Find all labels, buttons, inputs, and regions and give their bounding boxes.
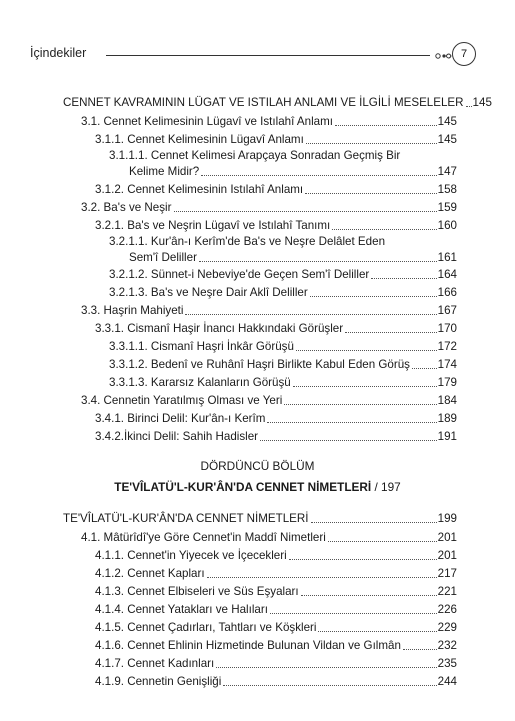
dot-leader [301,595,437,596]
toc-entry-page: 221 [437,585,457,598]
toc-entry-page: 167 [437,304,457,317]
toc-entry-page: 159 [437,201,457,214]
toc-entry-title: 3.4.2.İkinci Delil: Sahih Hadisler [95,430,259,443]
toc-entry-page: 229 [437,621,457,634]
toc-entry[interactable] [109,376,457,390]
toc-entry[interactable] [81,531,457,545]
toc-entry[interactable] [81,304,457,318]
toc-entry-title: TE'VÎLATÜ'L-KUR'ÂN'DA CENNET NİMETLERİ [63,512,309,525]
dot-leader [328,541,437,542]
toc-entry-page: 244 [437,675,457,688]
toc-entry[interactable] [63,512,457,526]
toc-entry-page: 161 [437,251,457,264]
dot-leader [207,577,437,578]
dot-leader [185,314,436,315]
dot-leader [296,350,437,351]
dot-leader [371,278,436,279]
toc-entry-page: 145 [437,115,457,128]
toc-entry[interactable] [95,322,457,336]
toc-entry-title: 4.1.3. Cennet Elbiseleri ve Süs Eşyaları [95,585,299,598]
toc-entry-title: 3.2.1.2. Sünnet-i Nebeviye'de Geçen Sem'î Deliller [109,268,370,281]
dot-leader [310,296,437,297]
toc-entry[interactable] [95,621,457,635]
toc-entry[interactable] [129,165,457,179]
toc-entry-page: 166 [437,286,457,299]
toc-entry-title: CENNET KAVRAMININ LÜGAT VE ISTILAH ANLAMI VE İLGİLİ MESELELER [63,96,464,109]
part-title-text: TE'VÎLATÜ'L-KUR'ÂN'DA CENNET NİMETLERİ [114,480,372,494]
dot-leader [267,422,436,423]
toc-entry-page: 226 [437,603,457,616]
toc-entry[interactable] [63,96,492,110]
toc-entry-page: 191 [437,430,457,443]
dot-leader [284,404,436,405]
toc-entry-page: 201 [437,549,457,562]
toc-entry[interactable] [95,133,457,147]
running-header [30,42,476,66]
toc-entry[interactable] [95,567,457,581]
toc-entry-title: 3.2.1.3. Ba's ve Neşre Dair Aklî Deliller [109,286,308,299]
dot-leader [332,229,436,230]
toc-entry[interactable] [95,603,457,617]
header-rule [106,55,430,56]
toc-entry[interactable] [129,251,457,265]
toc-entry-title: 3.2.1. Ba's ve Neşrin Lügavî ve Istılahî Tanımı [95,219,331,232]
toc-entry-page: 164 [437,268,457,281]
toc-entry-title: 3.3.1.3. Kararsız Kalanların Görüşü [109,376,291,389]
toc-entry-page: 189 [437,412,457,425]
part-title[interactable] [0,480,515,494]
toc-entry-title: 3.1.2. Cennet Kelimesinin Istılahî Anlamı [95,183,304,196]
toc-entry-title: 3.2. Ba's ve Neşir [81,201,172,214]
toc-entry[interactable] [95,675,457,689]
toc-entry-page: 235 [437,657,457,670]
toc-entry-title: 3.3.1.1. Cismanî Haşri İnkâr Görüşü [109,340,294,353]
toc-entry[interactable] [95,412,457,426]
toc-entry[interactable] [81,115,457,129]
toc-entry-title: 3.3. Haşrin Mahiyeti [81,304,184,317]
toc-entry-title: Kelime Midir? [129,165,200,178]
toc-entry-title: 4.1.9. Cennetin Genişliği [95,675,222,688]
toc-entry[interactable] [95,430,457,444]
header-title: İçindekiler [30,46,87,60]
toc-entry-title: 3.1.1. Cennet Kelimesinin Lügavî Anlamı [95,133,304,146]
toc-entry[interactable] [95,549,457,563]
toc-entry-title: 4.1.7. Cennet Kadınları [95,657,215,670]
dot-leader [270,613,437,614]
toc-entry-page: 199 [437,512,457,525]
dot-leader [293,386,437,387]
toc-entry-title: 4.1.1. Cennet'in Yiyecek ve İçecekleri [95,549,287,562]
dot-leader [345,332,437,333]
toc-entry-title: 3.4. Cennetin Yaratılmış Olması ve Yeri [81,394,283,407]
toc-entry-page: 170 [437,322,457,335]
toc-entry[interactable] [95,219,457,233]
toc-entry-title: 3.1. Cennet Kelimesinin Lügavî ve Istılahî Anlamı [81,115,333,128]
toc-entry[interactable] [109,340,457,354]
toc-entry-page: 160 [437,219,457,232]
toc-entry[interactable] [81,201,457,215]
part-title-page: / 197 [374,480,401,494]
dot-leader [335,125,437,126]
toc-entry-page: 145 [437,133,457,146]
page-number-badge: 7 [452,42,476,66]
part-label: DÖRDÜNCÜ BÖLÜM [200,459,315,473]
toc-entry-title-line1: 3.2.1.1. Kur'ân-ı Kerîm'de Ba's ve Neşre Delâlet Eden [109,235,386,248]
toc-entry-title: 4.1. Mâtürîdî'ye Göre Cennet'in Maddî Nimetleri [81,531,326,544]
toc-entry-title: 4.1.5. Cennet Çadırları, Tahtları ve Köşkleri [95,621,317,634]
toc-entry-page: 179 [437,376,457,389]
toc-entry-page: 158 [437,183,457,196]
toc-entry[interactable] [81,394,457,408]
toc-entry-page: 147 [437,165,457,178]
toc-entry-title: 4.1.2. Cennet Kapları [95,567,205,580]
dot-leader [403,649,437,650]
toc-entry-page: 201 [437,531,457,544]
toc-entry-title-line1: 3.1.1.1. Cennet Kelimesi Arapçaya Sonradan Geçmiş Bir [109,149,401,162]
dot-leader [260,440,437,441]
toc-entry-title: 4.1.6. Cennet Ehlinin Hizmetinde Bulunan Vildan ve Gılmân [95,639,401,652]
dot-leader [199,261,437,262]
dot-leader [174,211,437,212]
dot-leader [311,522,437,523]
toc-entry-title: 4.1.4. Cennet Yatakları ve Halıları [95,603,268,616]
toc-entry-page: 145 [472,96,492,109]
toc-entry[interactable] [109,286,457,300]
toc-entry[interactable] [95,585,457,599]
dot-leader [216,667,436,668]
dot-leader [305,193,437,194]
dot-leader [201,175,436,176]
dot-leader [289,559,437,560]
dot-leader [466,106,472,107]
dot-leader [306,143,437,144]
toc-entry-page: 174 [437,358,457,371]
toc-entry[interactable] [95,657,457,671]
dot-leader [318,631,436,632]
toc-entry[interactable] [95,183,457,197]
toc-entry-title: 3.3.1.2. Bedenî ve Ruhânî Haşri Birlikte Kabul Eden Görüş [109,358,410,371]
toc-entry-title: 3.4.1. Birinci Delil: Kur'ân-ı Kerîm [95,412,266,425]
toc-entry-page: 217 [437,567,457,580]
toc-entry-page: 172 [437,340,457,353]
toc-entry-page: 184 [437,394,457,407]
toc-entry[interactable] [109,268,457,282]
toc-entry-title: 3.3.1. Cismanî Haşir İnancı Hakkındaki Görüşler [95,322,344,335]
dot-leader [223,685,436,686]
toc-entry[interactable] [95,639,457,653]
toc-entry-page: 232 [437,639,457,652]
toc-entry[interactable] [109,358,457,372]
ornament-icon [434,50,452,62]
toc-entry-title: Sem'î Deliller [129,251,197,264]
dot-leader [412,368,437,369]
